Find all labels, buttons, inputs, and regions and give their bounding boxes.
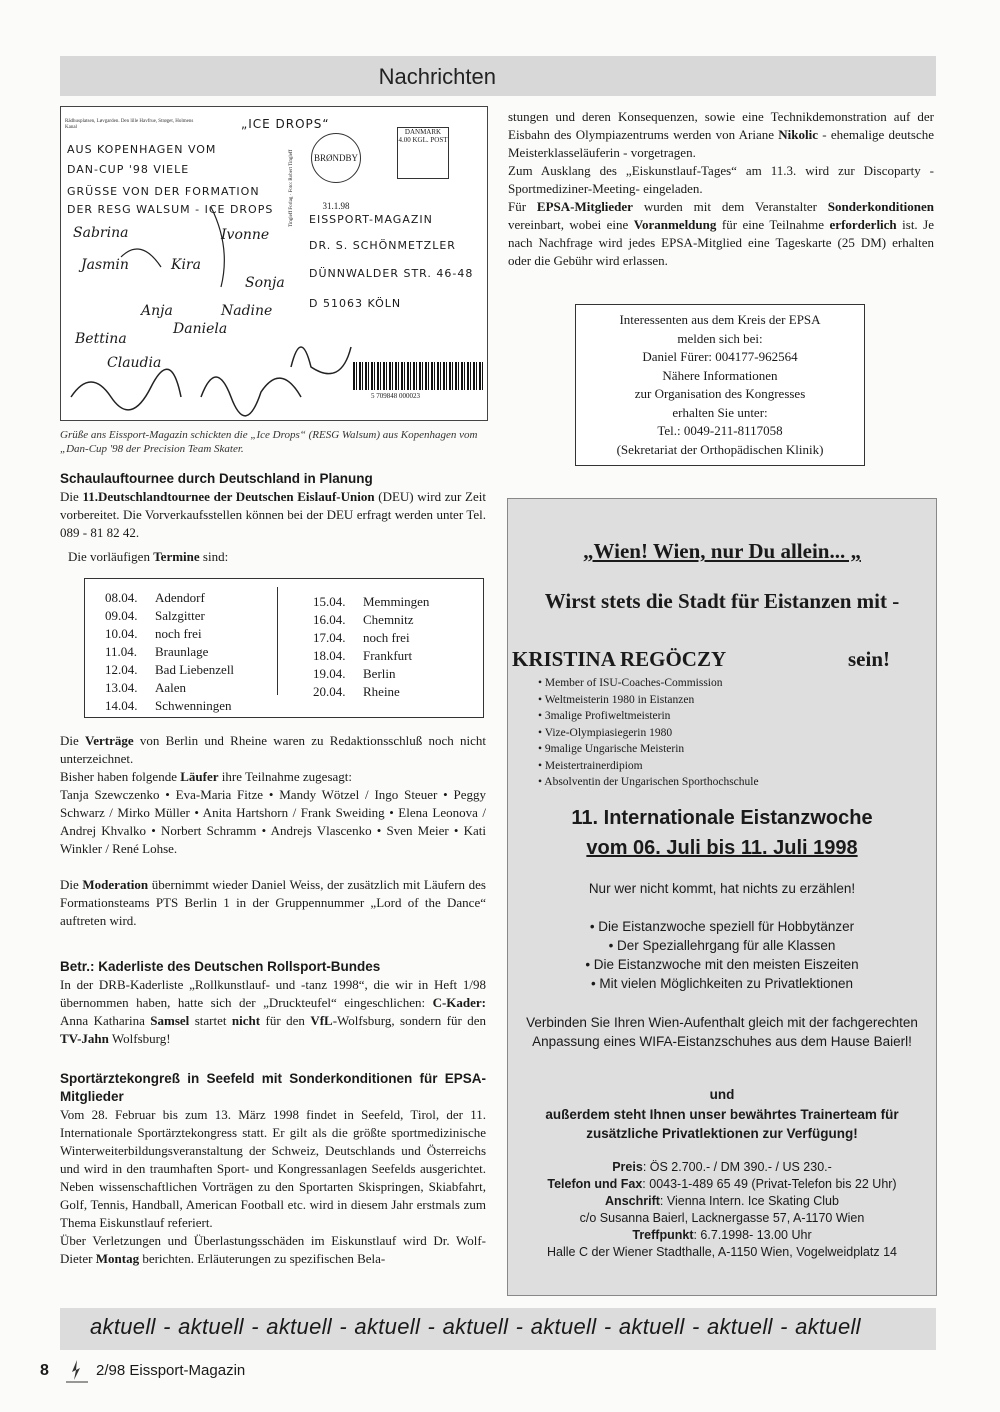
credential-item: • 9malige Ungarische Meisterin: [538, 741, 759, 758]
advertisement-eistanzwoche: [507, 498, 937, 1296]
tour-place: Chemnitz: [363, 612, 414, 627]
tour-place: Rheine: [363, 684, 400, 699]
article-heading: Schaulauftournee durch Deutschland in Planung: [60, 471, 373, 486]
tour-date-row: [105, 589, 234, 607]
signature: Daniela: [173, 321, 228, 337]
article-paragraph: Für EPSA-Mitglieder wurden mit dem Veranstalter Sonderkonditionen vereinbart, wobei eine Voranmeldung für eine Teilnahme erforderlich ist. Je nach Nachfrage wird jedes EPSA-Mitglied eine Tageskarte (25 DM) erhalten oder die Gebühr wird erlassen.: [508, 199, 934, 268]
feature-item: • Der Speziallehrgang für alle Klassen: [508, 936, 936, 955]
ad-tagline: Nur wer nicht kommt, hat nichts zu erzählen!: [588, 881, 856, 896]
tour-dates-left: [105, 589, 234, 715]
article-paragraph: Die vorläufigen Termine sind:: [68, 549, 229, 564]
tour-date-row: [313, 665, 429, 683]
ad-subheadline: Wirst stets die Stadt für Eistanzen mit -: [544, 589, 900, 613]
article-paragraph: Vom 28. Februar bis zum 13. März 1998 findet in Seefeld, Tirol, der 11. Internationale Sportärztekongress statt. Er gilt als die größte sportmedizinische Winterweiterbildungsveranstaltung der Schweiz, Deutschlands und Österreichs und wird in den traumhaften Sport- und Kongressanlagen Seefelds ausgerichtet. Neben wissenschaftlichen Vorträgen zu den Sportarten Skispringen, Skiabfahrt, Golf, Tennis, Handball, American Football etc. wird in diesem Jahr erstmals zum Thema Eiskunstlauf referiert.: [60, 1107, 486, 1230]
tour-place: Berlin: [363, 666, 396, 681]
article-kader: [60, 958, 486, 1048]
ad-feature-list: [508, 917, 936, 993]
tour-dates-table: [84, 578, 484, 718]
info-line: (Sekretariat der Orthopädischen Klinik): [616, 441, 824, 457]
tour-place: Adendorf: [155, 590, 205, 605]
ad-contact-details: [508, 1159, 936, 1261]
feature-item: • Die Eistanzwoche speziell für Hobbytänzer: [508, 917, 936, 936]
tour-date: 12.04.: [105, 662, 138, 677]
ad-headline: „Wien! Wien, nur Du allein... „: [583, 539, 861, 563]
article-paragraph: In der DRB-Kaderliste „Rollkunstlauf- und -tanz 1998“, die wir in Heft 1/98 übernommen haben, hatte sich der „Druckteufel“ eingeschlichen: C-Kader: Anna Katharina Samsel startet nicht für den VfL-Wolfsburg, sondern für den TV-Jahn Wolfsburg!: [60, 977, 487, 1046]
event-line: 11. Internationale Eistanzwoche: [571, 807, 873, 829]
tour-place: Bad Liebenzell: [155, 662, 235, 677]
info-line: zur Organisation des Kongresses: [634, 386, 806, 401]
ad-price: Preis: ÖS 2.700.- / DM 390.- / US 230.-: [612, 1160, 832, 1174]
postcard-line: GRÜSSE VON DER FORMATION: [67, 185, 260, 198]
signature: Ivonne: [221, 227, 270, 243]
credential-item: • Vize-Olympiasiegerin 1980: [538, 725, 759, 742]
signature: Kira: [171, 257, 201, 273]
info-line: erhalten Sie unter:: [672, 404, 768, 420]
article-paragraph: stungen und deren Konsequenzen, sowie eine Technikdemonstration auf der Eisbahn des Olympiazentrums werden von Ariane Nikolic - ehemalige deutsche Meisterklasseläuferin - vorgetragen.: [508, 109, 934, 160]
postcard-caption-text: Rädhusplatsen, Løvgarden. Den lille Havfrue, Strøget, Holmens Kanal: [65, 119, 194, 130]
tour-date: 16.04.: [313, 612, 346, 627]
event-dates: vom 06. Juli bis 11. Juli 1998: [586, 837, 858, 859]
signature: Sonja: [245, 275, 285, 291]
credential-item: • Weltmeisterin 1980 in Eistanzen: [538, 692, 759, 709]
postcard-line: DAN-CUP '98 VIELE: [67, 163, 190, 176]
postcard-address: D 51063 KÖLN: [309, 297, 402, 310]
feature-item: • Mit vielen Möglichkeiten zu Privatlektionen: [508, 974, 936, 993]
ad-verbinden: Verbinden Sie Ihren Wien-Aufenthalt gleich mit der fachgerechten Anpassung eines WIFA-Eistanzschuhes aus dem Hause Baierl!: [526, 1015, 918, 1049]
contact-info-box: [575, 304, 865, 466]
tour-place: Salzgitter: [155, 608, 205, 623]
tour-place: Schwenningen: [155, 698, 232, 713]
tour-date-row: [313, 593, 429, 611]
tour-date-row: [105, 607, 234, 625]
postcard-ice-drops: „ICE DROPS“: [241, 117, 330, 131]
article-paragraph: Die Verträge von Berlin und Rheine waren zu Redaktionsschluß noch nicht unterzeichnet.: [60, 733, 486, 766]
tour-date: 13.04.: [105, 680, 138, 695]
footer-aktuell: aktuell - aktuell - aktuell - aktuell - aktuell - aktuell - aktuell - aktuell - aktuell: [90, 1314, 861, 1339]
article-schaulauf: [60, 470, 486, 566]
tour-place: Frankfurt: [363, 648, 413, 663]
info-line: Interessenten aus dem Kreis der EPSA: [619, 312, 821, 327]
postmark: BRØNDBY 31.1.98: [311, 133, 361, 183]
tour-place: Memmingen: [363, 594, 430, 609]
tour-date: 17.04.: [313, 630, 346, 645]
signature: Jasmin: [81, 257, 129, 273]
signature: Nadine: [221, 303, 273, 319]
ad-address: Anschrift: Vienna Intern. Ice Skating Club: [605, 1194, 839, 1208]
article-paragraph: Die 11.Deutschlandtournee der Deutschen Eislauf-Union (DEU) wird zur Zeit vorbereitet. Die Vorverkaufsstellen können bei der DEU erfragt werden unter Tel. 089 - 81 82 42.: [60, 489, 486, 540]
barcode-number: 5 709848 000023: [371, 392, 420, 400]
tour-date: 09.04.: [105, 608, 138, 623]
section-title: Nachrichten: [378, 64, 496, 89]
info-line: melden sich bei:: [677, 330, 763, 346]
ad-trainerteam: außerdem steht Ihnen unser bewährtes Trainerteam für zusätzliche Privatlektionen zur Verfügung!: [545, 1107, 899, 1141]
credential-item: • 3malige Profiweltmeisterin: [538, 708, 759, 725]
credential-item: • Meistertrainerdipiom: [538, 758, 759, 775]
tour-date: 15.04.: [313, 594, 346, 609]
article-heading: Sportärztekongreß in Seefeld mit Sonderkonditionen für EPSA-Mitglieder: [60, 1071, 486, 1104]
ad-sein: sein!: [848, 647, 890, 671]
section-header: [60, 56, 936, 96]
article-sportaerzte: [60, 1070, 486, 1268]
ad-phone: Telefon und Fax: 0043-1-489 65 49 (Privat-Telefon bis 22 Uhr): [547, 1177, 897, 1191]
postcard-address: EISSPORT-MAGAZIN: [309, 213, 433, 226]
image-caption: Grüße ans Eissport-Magazin schickten die „Ice Drops“ (RESG Walsum) aus Kopenhagen vom „Dan-Cup '98 der Precision Team Skater.: [60, 429, 478, 455]
tour-place: noch frei: [363, 630, 410, 645]
ad-und: und: [709, 1087, 735, 1102]
ad-credentials: [538, 675, 759, 791]
info-line: Nähere Informationen: [662, 367, 778, 383]
tour-date: 20.04.: [313, 684, 346, 699]
tour-date-row: [105, 661, 234, 679]
signature: Claudia: [107, 355, 162, 371]
article-heading: Betr.: Kaderliste des Deutschen Rollsport-Bundes: [60, 959, 381, 974]
credential-item: • Absolventin der Ungarischen Sporthochschule: [538, 774, 759, 791]
ad-trainer-name: KRISTINA REGÖCZY: [512, 647, 727, 671]
magazine-logo-icon: [62, 1358, 92, 1384]
signature: Sabrina: [73, 225, 129, 241]
postcard-line: DER RESG WALSUM - ICE DROPS: [67, 203, 274, 216]
tour-date-row: [313, 647, 429, 665]
tour-date-row: [105, 679, 234, 697]
tour-date: 14.04.: [105, 698, 138, 713]
skater-list: Tanja Szewczenko • Eva-Maria Fitze • Mandy Wötzel / Ingo Steuer • Peggy Schwarz / Mirko Müller • Anita Hartshorn / Frank Sweiding • Elena Leonova / Andrej Khvalko • Norbert Schramm • Andrejs Vlascenko • Sven Meier • Kati Winkler / René Lohse.: [60, 787, 486, 856]
tour-date-row: [313, 629, 429, 647]
divider: [277, 587, 278, 695]
magazine-issue: 2/98 Eissport-Magazin: [96, 1362, 246, 1379]
postcard-vertical-text: Tingleff Forlag · Foto: Robert Tingleff: [289, 149, 294, 227]
tour-date-row: [105, 643, 234, 661]
article-vertraege: [60, 732, 486, 930]
article-continuation: [508, 108, 934, 270]
signature: Bettina: [75, 331, 127, 347]
postcard-line: AUS KOPENHAGEN VOM: [67, 143, 217, 156]
tour-date-row: [105, 625, 234, 643]
tour-date: 08.04.: [105, 590, 138, 605]
ad-event-title: [508, 803, 936, 863]
tour-place: Braunlage: [155, 644, 209, 659]
tour-date-row: [313, 683, 429, 701]
article-paragraph: Über Verletzungen und Überlastungsschäden im Eiskunstlauf wird Dr. Wolf-Dieter Montag berichten. Erläuterungen zu spezifischen Bela-: [60, 1233, 486, 1266]
tour-place: noch frei: [155, 626, 202, 641]
tour-date: 18.04.: [313, 648, 346, 663]
tour-date: 11.04.: [105, 644, 138, 659]
tour-date-row: [313, 611, 429, 629]
page-number: 8: [40, 1362, 49, 1379]
signature: Anja: [141, 303, 173, 319]
feature-item: • Die Eistanzwoche mit den meisten Eiszeiten: [508, 955, 936, 974]
barcode: [353, 362, 483, 390]
info-line: Tel.: 0049-211-8117058: [657, 423, 783, 438]
tour-date-row: [105, 697, 234, 715]
postcard-image: [60, 106, 488, 421]
postage-stamp: DANMARK 4.00 KGL. POST: [397, 127, 449, 179]
article-paragraph: Zum Ausklang des „Eiskunstlauf-Tages“ am 11.3. wird zur Discoparty -Sportmediziner-Meeting- eingeladen.: [508, 163, 934, 196]
tour-date: 10.04.: [105, 626, 138, 641]
tour-date: 19.04.: [313, 666, 346, 681]
tour-place: Aalen: [155, 680, 187, 695]
ad-venue: Halle C der Wiener Stadthalle, A-1150 Wien, Vogelweidplatz 14: [547, 1245, 897, 1259]
article-paragraph: Bisher haben folgende Läufer ihre Teilnahme zugesagt:: [60, 769, 352, 784]
article-paragraph: Die Moderation übernimmt wieder Daniel Weiss, der zusätzlich mit Läufern des Formationsteams PTS Berlin 1 in der Gruppennummer „Lord of the Dance“ auftreten wird.: [60, 877, 486, 928]
info-line: Daniel Fürer: 004177-962564: [642, 349, 798, 364]
footer-band: [60, 1308, 936, 1350]
postcard-address: DR. S. SCHÖNMETZLER: [309, 239, 456, 252]
ad-address-co: c/o Susanna Baierl, Lacknergasse 57, A-1170 Wien: [579, 1211, 865, 1225]
ad-meeting: Treffpunkt: 6.7.1998- 13.00 Uhr: [632, 1228, 812, 1242]
postcard-address: DÜNNWALDER STR. 46-48: [309, 267, 474, 280]
credential-item: • Member of ISU-Coaches-Commission: [538, 675, 759, 692]
tour-dates-right: [313, 593, 429, 701]
